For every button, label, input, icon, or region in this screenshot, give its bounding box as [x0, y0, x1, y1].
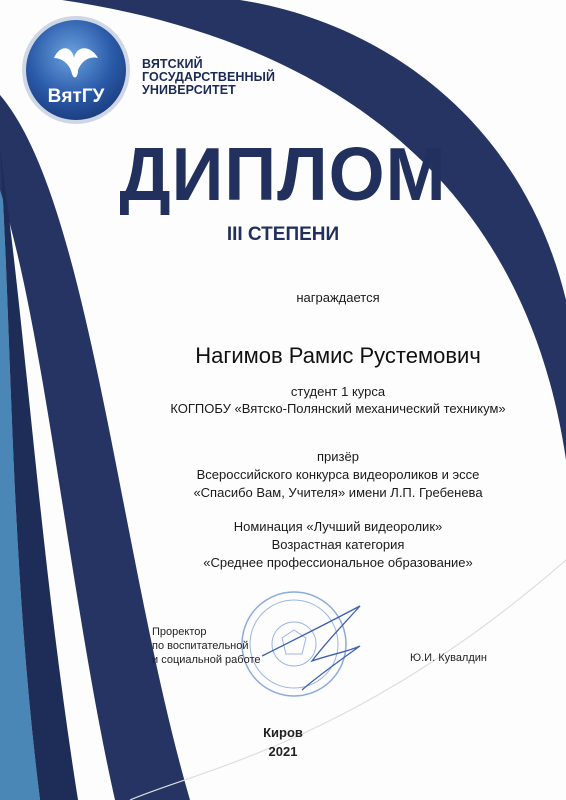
signatory-position-line2: по воспитательной [152, 640, 249, 652]
diploma-title: ДИПЛОМ [119, 133, 447, 217]
awarded-text: награждается [296, 290, 380, 305]
recipient-status: студент 1 курса [290, 384, 386, 399]
age-category: Возрастная категория [271, 537, 405, 552]
footer-year: 2021 [268, 744, 298, 759]
nomination: Номинация «Лучший видеоролик» [233, 519, 443, 534]
signatory-position-line1: Проректор [152, 626, 207, 638]
signatory-position [152, 625, 261, 667]
logo-text: ВятГУ [47, 86, 105, 107]
diploma-degree: III СТЕПЕНИ [226, 224, 340, 245]
footer-city: Киров [263, 725, 303, 740]
university-name-line3: УНИВЕРСИТЕТ [142, 83, 236, 97]
signatory-position-line3: и социальной работе [152, 654, 261, 666]
signatory-name: Ю.И. Кувалдин [410, 652, 487, 664]
contest-line2: «Спасибо Вам, Учителя» имени Л.П. Гребенева [193, 485, 483, 500]
university-logo [20, 14, 132, 126]
recipient-institution: КОГПОБУ «Вятско-Полянский механический техникум» [170, 401, 506, 416]
recipient-name: Нагимов Рамис Рустемович [195, 343, 481, 368]
university-name-line2: ГОСУДАРСТВЕННЫЙ [142, 70, 276, 84]
award-place: призёр [317, 449, 359, 464]
university-name-line1: ВЯТСКИЙ [142, 57, 203, 71]
category-value: «Среднее профессиональное образование» [203, 555, 473, 570]
contest-line1: Всероссийского конкурса видеороликов и эссе [196, 467, 480, 482]
university-name [142, 58, 275, 97]
footer-place-date [0, 723, 566, 761]
